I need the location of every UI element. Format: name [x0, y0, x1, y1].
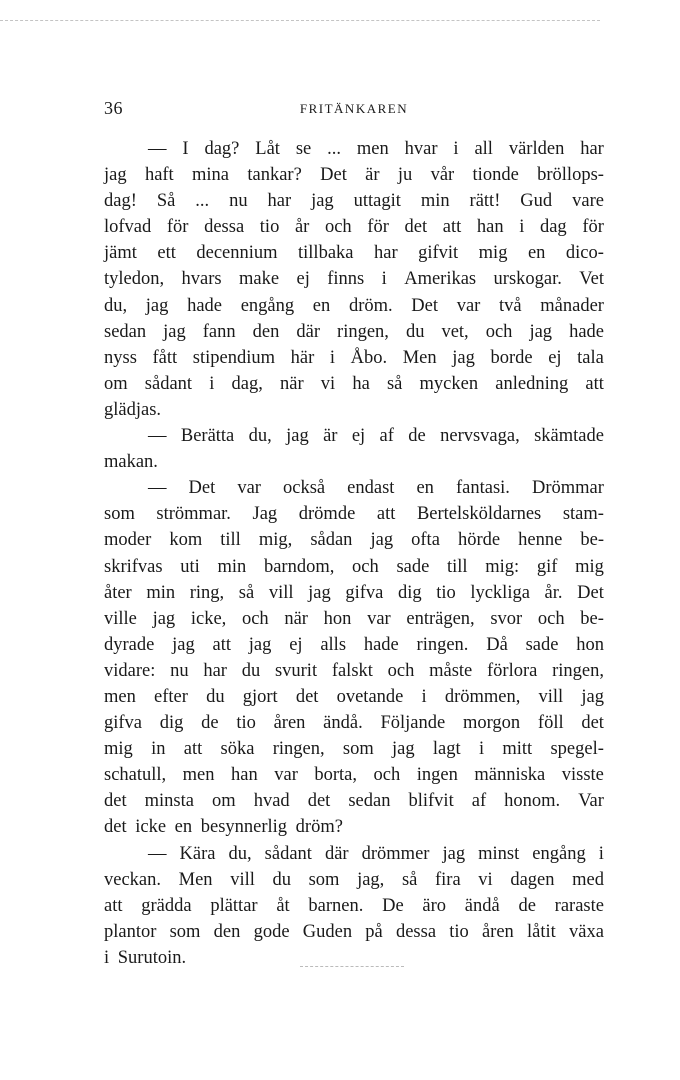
text-line: moder kom till mig, sådan jag ofta hörde henne be- [104, 530, 604, 551]
page-number: 36 [104, 98, 123, 118]
page-header [104, 98, 604, 122]
text-line: plantor som den gode Guden på dessa tio åren låtit växa [104, 921, 604, 942]
text-line: det minsta om hvad det sedan blifvit af honom. Var [104, 791, 604, 812]
running-title: FRITÄNKAREN [299, 101, 409, 116]
text-line: sedan jag fann den där ringen, du vet, och jag hade [104, 321, 604, 342]
text-line: veckan. Men vill du som jag, så fira vi dagen med [104, 869, 604, 890]
text-line: tyledon, hvars make ej finns i Amerikas urskogar. Vet [104, 269, 604, 290]
text-line: att grädda plättar åt barnen. De äro ändå de raraste [104, 895, 604, 916]
text-line: dag! Så ... nu har jag uttagit min rätt! Gud vare [104, 191, 604, 212]
text-line: åter min ring, så vill jag gifva dig tio lyckliga år. Det [104, 582, 604, 603]
text-line: makan. [104, 452, 158, 473]
text-line: — Det var också endast en fantasi. Drömmar [148, 478, 604, 499]
text-line: schatull, men han var borta, och ingen människa visste [104, 765, 604, 786]
text-line: ville jag icke, och när hon var enträgen, svor och be- [104, 608, 604, 629]
text-line: mig in att söka ringen, som jag lagt i mitt spegel- [104, 739, 604, 760]
text-line: du, jag hade engång en dröm. Det var två månader [104, 295, 604, 316]
text-line: det icke en besynnerlig dröm? [104, 817, 343, 838]
text-line: vidare: nu har du svurit falskt och måste förlora ringen, [104, 660, 604, 681]
text-line: — Berätta du, jag är ej af de nervsvaga, skämtade [148, 426, 604, 447]
top-rule-divider [0, 20, 600, 21]
text-line: gifva dig de tio åren ändå. Följande morgon föll det [104, 713, 604, 734]
bottom-rule-divider [300, 966, 404, 967]
text-line: jag haft mina tankar? Det är ju vår tionde bröllops- [104, 165, 604, 186]
text-line: men efter du gjort det ovetande i drömmen, vill jag [104, 686, 604, 707]
text-line: skrifvas uti min barndom, och sade till mig: gif mig [104, 556, 604, 577]
text-line: dyrade jag att jag ej alls hade ringen. Då sade hon [104, 634, 604, 655]
text-line: lofvad för dessa tio år och för det att han i dag för [104, 217, 604, 238]
text-line: i Surutoin. [104, 947, 187, 968]
text-line: om sådant i dag, när vi ha så mycken anledning att [104, 373, 604, 394]
text-line: — I dag? Låt se ... men hvar i all världen har [148, 139, 604, 159]
text-line: — Kära du, sådant där drömmer jag minst engång i [148, 843, 604, 864]
text-line: glädjas. [104, 399, 162, 420]
text-body [104, 136, 604, 971]
text-line: jämt ett decennium tillbaka har gifvit mig en dico- [104, 243, 604, 264]
text-line: som strömmar. Jag drömde att Bertelsköldarnes stam- [104, 504, 604, 525]
text-line: nyss fått stipendium här i Åbo. Men jag borde ej tala [104, 347, 604, 368]
